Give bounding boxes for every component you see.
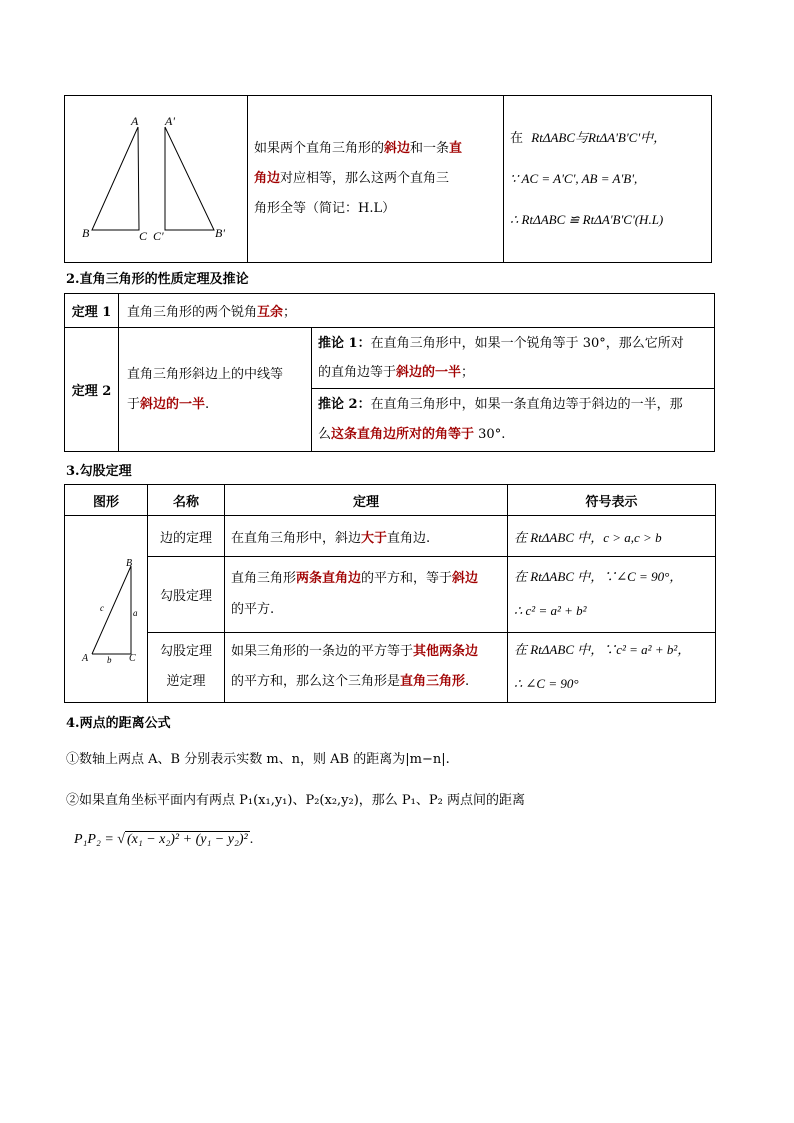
corollary2-text: 推论 2：在直角三角形中，如果一条直角边等于斜边的一半，那 么这条直角边所对的角等于 30°.: [312, 389, 715, 452]
r3-theorem: 如果三角形的一条边的平方等于其他两条边 的平方和，那么这个三角形是直角三角形.: [225, 632, 508, 702]
distance-formula: P₁P₂ = √ (x₁ − x₂)² + (y₁ − y₂)² .: [74, 832, 254, 847]
col-name: 名称: [148, 485, 225, 516]
label-A-prime: A': [165, 113, 175, 128]
distance-line-1: ①数轴上两点 A、B 分别表示实数 m、n，则 AB 的距离为|m−n|.: [66, 752, 450, 767]
tri-label-a: a: [133, 608, 138, 618]
label-B: B: [82, 225, 90, 240]
r2-name: 勾股定理: [148, 557, 225, 632]
hl-triangles-figure: [65, 97, 247, 262]
col-symbol: 符号表示: [508, 485, 716, 516]
theorem1-label: 定理 1: [65, 294, 119, 328]
tri-label-b: b: [107, 655, 112, 665]
r1-symbol: 在 RtΔABC 中，c > a,c > b: [508, 516, 716, 557]
col-figure: 图形: [65, 485, 148, 516]
r1-name: 边的定理: [148, 516, 225, 557]
pythagoras-figure-cell: [65, 516, 148, 703]
section2-heading: 2.直角三角形的性质定理及推论: [66, 272, 249, 287]
col-theorem: 定理: [225, 485, 508, 516]
label-B-prime: B': [215, 225, 225, 240]
section2-table: [64, 293, 715, 452]
formula-radicand: (x₁ − x₂)² + (y₁ − y₂)²: [126, 832, 248, 847]
theorem2-label: 定理 2: [65, 328, 119, 452]
r1-theorem: 在直角三角形中，斜边大于直角边.: [225, 516, 508, 557]
theorem1-text: 直角三角形的两个锐角互余；: [119, 294, 715, 328]
hl-text-cell: 如果两个直角三角形的斜边和一条直 角边对应相等，那么这两个直角三 角形全等（简记：H.L）: [248, 96, 504, 263]
hl-symbol-cell: 在 RtΔABC与RtΔA'B'C'中， ∵ AC = A'C', AB = A'B', ∴ RtΔABC ≌ RtΔA'B'C'(H.L): [504, 96, 712, 263]
section3-table: [64, 484, 716, 703]
distance-line-2: ②如果直角坐标平面内有两点 P₁(x₁,y₁)、P₂(x₂,y₂)，那么 P₁、P₂ 两点间的距离: [66, 793, 525, 808]
section4-heading: 4.两点的距离公式: [66, 716, 171, 731]
tri-label-A: A: [82, 653, 89, 664]
tri-label-c: c: [100, 603, 104, 613]
hl-table: [64, 95, 712, 263]
r2-theorem: 直角三角形两条直角边的平方和，等于斜边 的平方.: [225, 557, 508, 632]
tri-label-B: B: [126, 558, 133, 569]
right-triangle-figure: [65, 516, 147, 702]
corollary1-text: 推论 1：在直角三角形中，如果一个锐角等于 30°，那么它所对 的直角边等于斜边的一半；: [312, 328, 715, 389]
label-C: C: [139, 228, 148, 243]
r3-symbol: 在 RtΔABC 中，∵c² = a² + b²， ∴ ∠C = 90°: [508, 632, 716, 702]
tri-label-C: C: [129, 653, 136, 664]
hl-figure-cell: [65, 96, 248, 263]
label-C-prime: C': [153, 228, 164, 243]
r2-symbol: 在 RtΔABC 中，∵∠C = 90°， ∴ c² = a² + b²: [508, 557, 716, 632]
r3-name: 勾股定理 逆定理: [148, 632, 225, 702]
theorem2-text: 直角三角形斜边上的中线等 于斜边的一半.: [119, 328, 312, 452]
section3-heading: 3.勾股定理: [66, 464, 132, 479]
label-A: A: [131, 113, 139, 128]
